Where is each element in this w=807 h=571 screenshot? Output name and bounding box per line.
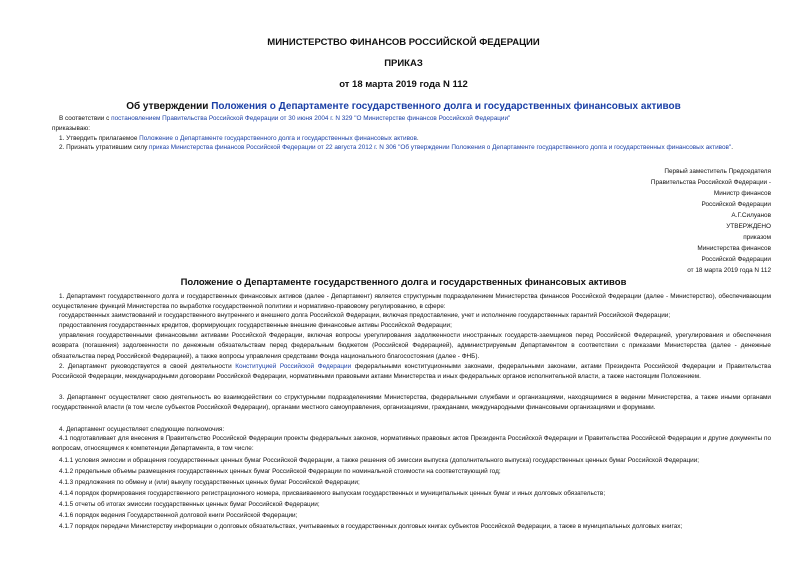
regulation-section-4-1-2: 4.1.2 предельные объемы размещения государственных ценных бумаг Российской Федерации по номинальной стоимости на соответствующий год; bbox=[59, 468, 501, 475]
regulation-section-4-1-4: 4.1.4 порядок формирования государственного регистрационного номера, присваиваемого выпускам государственных и муниципальных ценных бумаг и иных долговых обязательств; bbox=[59, 490, 606, 497]
regulation-section-4-1-7: 4.1.7 порядок передачи Министерству информации о долговых обязательствах, учитываемых в государственных долговых книгах субъектов Российской Федерации, а также в муниципальных долговых книгах; bbox=[59, 523, 683, 530]
regulation-section-1b: предоставления государственных кредитов, формирующих государственные внешние финансовые активы Российской Федерации; bbox=[59, 322, 452, 329]
doc-type-heading: ПРИКАЗ bbox=[384, 58, 423, 69]
regulation-section-1: 1. Департамент государственного долга и государственных финансовых активов (далее - Департамент) является структурным подразделением Министерства финансов Российской Федерации (далее - Министерство), обеспечивающим осуществление функций Министерства по выработке государственной политики и нормативно-правовому регулированию, в сфере: bbox=[52, 293, 771, 311]
order-item-2 bbox=[52, 143, 771, 153]
order-title-prefix: Об утверждении bbox=[126, 101, 212, 112]
regulation-section-4-1-3: 4.1.3 предложения по обмену и (или) выкупу государственных ценных бумаг Российской Федерации; bbox=[59, 479, 360, 486]
signature-line-4: Российской Федерации bbox=[701, 201, 771, 208]
ministry-heading: МИНИСТЕРСТВО ФИНАНСОВ РОССИЙСКОЙ ФЕДЕРАЦИИ bbox=[267, 37, 540, 48]
approval-line-5: от 18 марта 2019 года N 112 bbox=[687, 267, 771, 274]
regulation-title: Положение о Департаменте государственного долга и государственных финансовых активов bbox=[180, 277, 627, 288]
regulation-section-4-1-5: 4.1.5 отчеты об итогах эмиссии государственных ценных бумаг Российской Федерации; bbox=[59, 501, 320, 508]
signature-line-3: Министр финансов bbox=[713, 190, 771, 197]
approval-line-3: Министерства финансов bbox=[697, 245, 771, 252]
order-item-2-link[interactable]: приказ Министерства финансов Российской Федерации от 22 августа 2012 г. N 306 "Об утверждении Положения о Департаменте государственного долга и государственных финансовых активов" bbox=[149, 144, 732, 151]
order-item-1-link[interactable]: Положение о Департаменте государственного долга и государственных финансовых активов bbox=[139, 135, 417, 142]
signature-line-1: Первый заместитель Председателя bbox=[664, 168, 771, 175]
regulation-section-1a: государственных заимствований и государственного внутреннего и внешнего долга Российской Федерации, включая предоставление, учет и исполнение государственных гарантий Российской Федерации; bbox=[59, 312, 671, 319]
preamble-prefix: В соответствии с bbox=[59, 115, 112, 122]
approval-line-4: Российской Федерации bbox=[701, 256, 771, 263]
preamble-link[interactable]: постановлением Правительства Российской Федерации от 30 июня 2004 г. N 329 "О Министерстве финансов Российской Федерации" bbox=[111, 115, 511, 122]
order-item-1-prefix: 1. Утвердить прилагаемое bbox=[59, 135, 140, 142]
signature-line-2: Правительства Российской Федерации - bbox=[650, 179, 771, 186]
preamble-orders: приказываю: bbox=[52, 125, 90, 132]
order-date-number: от 18 марта 2019 года N 112 bbox=[339, 79, 468, 90]
regulation-section-1c: управления государственными финансовыми активами Российской Федерации, включая вопросы урегулирования задолженности иностранных государств-заемщиков перед Российской Федерацией, урегулирования и обеспечения возврата (погашения) задолженности по денежным обязательствам перед федеральным бюджетом (Российской Федерацией), администрируемым Департаментом в соответствии с приказами Министерства (далее - денежные обязательства перед Российской Федерацией), а также вопросы управления средствами Фонда национального благосостояния (далее - ФНБ). bbox=[52, 332, 771, 360]
regulation-section-4-1-1: 4.1.1 условия эмиссии и обращения государственных ценных бумаг Российской Федерации, а также решения об эмиссии выпуска (дополнительного выпуска) государственных ценных бумаг Российской Федерации; bbox=[59, 457, 700, 464]
constitution-link[interactable]: Конституцией Российской Федерации bbox=[235, 363, 352, 370]
regulation-section-4-1: 4.1 подготавливает для внесения в Правительство Российской Федерации проекты федеральных законов, нормативных правовых актов Президента Российской Федерации и Правительства Российской Федерации и другие документы по вопросам, относящимся к компетенции Департамента, в том числе: bbox=[52, 435, 771, 453]
order-item-1-suffix: . bbox=[416, 135, 419, 142]
regulation-section-4-1-6: 4.1.6 порядок ведения Государственной долговой книги Российской Федерации; bbox=[59, 512, 298, 519]
regulation-section-4: 4. Департамент осуществляет следующие полномочия: bbox=[59, 426, 225, 433]
order-item-2-prefix: 2. Признать утратившим силу bbox=[59, 144, 150, 151]
approval-line-2: приказом bbox=[743, 234, 771, 241]
order-title-link[interactable]: Положения о Департаменте государственного долга и государственных финансовых активов bbox=[211, 101, 681, 112]
preamble bbox=[59, 114, 510, 123]
order-item-2-suffix: . bbox=[731, 144, 733, 151]
signature-name: А.Г.Силуанов bbox=[731, 212, 771, 219]
regulation-section-3: 3. Департамент осуществляет свою деятельность во взаимодействии со структурными подразделениями Министерства, федеральными службами и организациями, находящимися в ведении Министерства, а также иными органами государственной власти (в том числе субъектов Российской Федерации), органами местного самоуправления, организациями, гражданами, международными финансовыми организациями и форумами. bbox=[52, 394, 771, 412]
order-item-1 bbox=[59, 134, 419, 143]
regulation-section-2-suffix: федеральными конституционными законами, федеральными законами, актами Президента Российской Федерации и Правительства Российской Федерации, международными договорами Российской Федерации, нормативными правовыми актами Министерства и иных федеральных органов исполнительной власти, а также настоящим Положением. bbox=[52, 363, 772, 381]
regulation-section-2-prefix: 2. Департамент руководствуется в своей деятельности bbox=[59, 363, 236, 370]
regulation-section-2 bbox=[52, 362, 771, 383]
approval-line-1: УТВЕРЖДЕНО bbox=[726, 223, 771, 230]
order-title bbox=[0, 101, 807, 112]
